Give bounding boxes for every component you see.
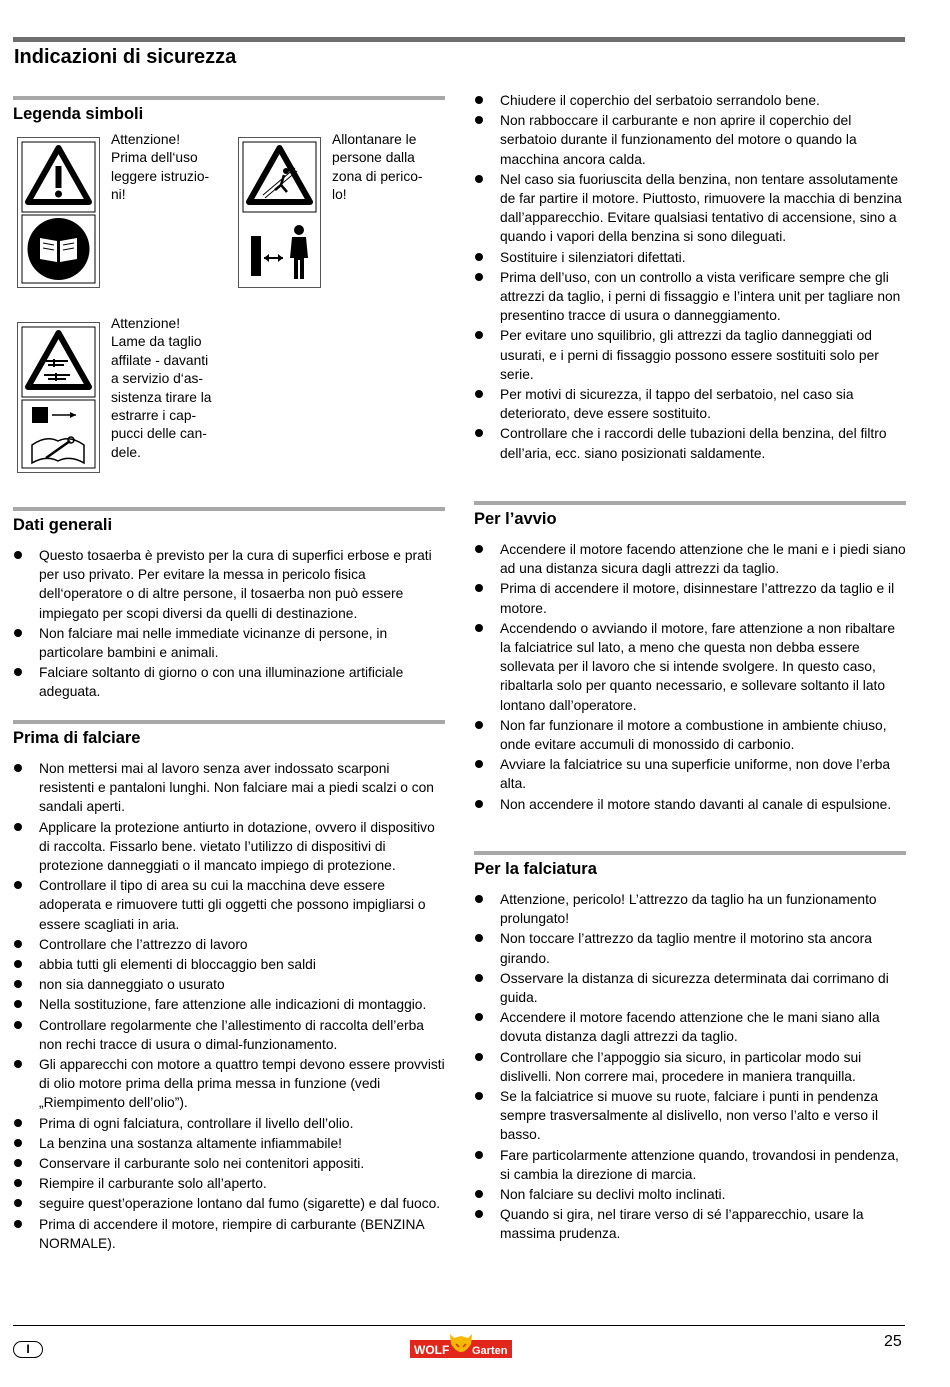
list-item: Se la falciatrice si muove su ruote, falciare i punti in pendenza sempre trasversalmente al dislivello, non verso l’alto e verso il basso.: [474, 1087, 906, 1145]
list-item: Avviare la falciatrice su una superficie uniforme, non dove l’erba alta.: [474, 755, 906, 793]
dati-generali-heading: Dati generali: [13, 516, 113, 534]
dati-generali-section: [13, 507, 445, 703]
sharp-blades-spark-plug-icon: [17, 322, 100, 473]
list-item: Questo tosaerba è previsto per la cura di superfici erbose e prati per uso privato. Per evitare la messa in pericolo fisica dell‘operatore o di altre persone, il tosaerba non può essere impiegato per scopi diversi da quelli di destinazione.: [13, 546, 445, 623]
list-item: Prima di accendere il motore, disinnestare l’attrezzo da taglio e il motore.: [474, 579, 906, 617]
list-item: Non rabboccare il carburante e non aprire il coperchio del serbatoio durante il funzionamento del motore o quando la macchina ancora calda.: [474, 111, 906, 169]
list-item: Fare particolarmente attenzione quando, trovandosi in pendenza, si cambia la direzione di marcia.: [474, 1146, 906, 1184]
per-lavvio-list: [474, 540, 906, 814]
list-item: Non falciare su declivi molto inclinati.: [474, 1185, 906, 1204]
section-rule: [13, 507, 445, 511]
list-item: Non toccare l’attrezzo da taglio mentre il motorino sta ancora girando.: [474, 929, 906, 967]
section-rule: [474, 851, 906, 855]
prima-di-falciare-section: [13, 720, 445, 1254]
list-item: Controllare che l’appoggio sia sicuro, in particolar modo sui dislivelli. Non correre mai, procedere in maniera tranquilla.: [474, 1048, 906, 1086]
page-number: 25: [884, 1333, 902, 1350]
list-item: Accendere il motore facendo attenzione che le mani e i piedi siano ad una distanza sicura dagli attrezzi da taglio.: [474, 540, 906, 578]
legend-section: [13, 96, 445, 135]
list-item: Per motivi di sicurezza, il tappo del serbatoio, nel caso sia deteriorato, deve essere sostituito.: [474, 385, 906, 423]
list-item: Nel caso sia fuoriuscita della benzina, non tentare assolutamente de far partire il motore. Piuttosto, rimuovere la macchia di benzina dall’apparecchio. Evitare qualsiasi tentativo di accensione, sino a quando i vapori della benzina si sono dileguati.: [474, 170, 906, 247]
list-item: seguire quest’operazione lontano dal fumo (sigarette) e dal fuoco.: [13, 1194, 445, 1213]
list-item: Non far funzionare il motore a combustione in ambiente chiuso, onde evitare accumuli di monossido di carbonio.: [474, 716, 906, 754]
list-item: Controllare il tipo di area su cui la macchina deve essere adoperata e rimuovere tutti gli oggetti che possono impigliarsi o essere scagliati in aria.: [13, 876, 445, 934]
symbol-text-sharp-blades: Attenzione! Lame da taglio affilate - davanti a servizio d‘as- sistenza tirare la estrarre i cap- pucci delle can- dele.: [111, 316, 212, 460]
list-item: Quando si gira, nel tirare verso di sé l’apparecchio, usare la massima prudenza.: [474, 1205, 906, 1243]
list-item: Non falciare mai nelle immediate vicinanze di persone, in particolare bambini e animali.: [13, 624, 445, 662]
symbol-text-keep-distance: Allontanare le persone dalla zona di perico- lo!: [332, 132, 423, 203]
per-lavvio-section: [474, 501, 906, 815]
list-item: Controllare che i raccordi delle tubazioni della benzina, del filtro dell’aria, ecc. siano posizionati saldamente.: [474, 424, 906, 462]
list-item: Prima di accendere il motore, riempire di carburante (BENZINA NORMALE).: [13, 1215, 445, 1253]
list-item: Prima dell’uso, con un controllo a vista verificare sempre che gli attrezzi da taglio, i perni di fissaggio e l’intera unit per tagliare non presentino tracce di usura o danneggiamento.: [474, 268, 906, 326]
list-item: La benzina una sostanza altamente infiammabile!: [13, 1134, 445, 1153]
keep-distance-icon: [238, 137, 321, 288]
list-item: abbia tutti gli elementi di bloccaggio ben saldi: [13, 955, 445, 974]
list-item: Accendere il motore facendo attenzione che le mani siano alla dovuta distanza dagli attrezzi da taglio.: [474, 1008, 906, 1046]
list-item: Applicare la protezione antiurto in dotazione, ovvero il dispositivo di raccolta. Fissarlo bene. vietato l’utilizzo di dispositivi di protezione danneggiati o il mancato impiego di protezione.: [13, 818, 445, 876]
list-item: Accendendo o avviando il motore, fare attenzione a non ribaltare la falciatrice sul lato, a meno che questa non debba essere sollevata per il lavoro che si intende svolgere. In questo caso, ribaltarla solo per quanto necessario, e sollevare soltanto il lato lontano dall’operatore.: [474, 619, 906, 715]
list-item: Conservare il carburante solo nei contenitori appositi.: [13, 1154, 445, 1173]
list-item: Controllare che l’attrezzo di lavoro: [13, 935, 445, 954]
dati-generali-list: [13, 546, 445, 702]
list-item: Osservare la distanza di sicurezza determinata dai corrimano di guida.: [474, 969, 906, 1007]
wolf-garten-logo: [410, 1330, 512, 1365]
list-item: Gli apparecchi con motore a quattro tempi devono essere provvisti di olio motore prima della prima messa in funzione (vedi „Riempimento dell’olio”).: [13, 1055, 445, 1113]
list-item: non sia danneggiato o usurato: [13, 975, 445, 994]
per-la-falciatura-list: [474, 890, 906, 1244]
top-rule: [13, 37, 905, 42]
list-item: Attenzione, pericolo! L’attrezzo da taglio ha un funzionamento prolungato!: [474, 890, 906, 928]
section-rule: [13, 720, 445, 724]
per-la-falciatura-section: [474, 851, 906, 1245]
per-lavvio-heading: Per l’avvio: [474, 510, 557, 528]
footer-rule: [13, 1325, 905, 1326]
legend-heading: Legenda simboli: [13, 105, 144, 123]
continuazione-list: [474, 91, 906, 463]
list-item: Sostituire i silenziatori difettati.: [474, 248, 906, 267]
list-item: Falciare soltanto di giorno o con una illuminazione artificiale adeguata.: [13, 663, 445, 701]
continuazione-section: [474, 91, 906, 464]
logo-garten-text: Garten: [472, 1345, 508, 1357]
list-item: Riempire il carburante solo all’aperto.: [13, 1174, 445, 1193]
list-item: Controllare regolarmente che l’allestimento di raccolta dell’erba non rechi tracce di usura o dimal-funzionamento.: [13, 1016, 445, 1054]
section-rule: [474, 501, 906, 505]
list-item: Non accendere il motore stando davanti al canale di espulsione.: [474, 795, 906, 814]
list-item: Per evitare uno squilibrio, gli attrezzi da taglio danneggiati od usurati, e i perni di fissaggio possono essere sostituiti solo per serie.: [474, 326, 906, 384]
list-item: Chiudere il coperchio del serbatoio serrandolo bene.: [474, 91, 906, 110]
logo-wolf-text: WOLF: [414, 1343, 450, 1357]
section-rule: [13, 96, 445, 100]
warning-read-manual-icon: [17, 137, 100, 288]
list-item: Prima di ogni falciatura, controllare il livello dell’olio.: [13, 1114, 445, 1133]
language-badge: I: [13, 1341, 43, 1358]
symbol-text-read-manual: Attenzione! Prima dell‘uso leggere istruzio- ni!: [111, 132, 210, 203]
prima-di-falciare-list: [13, 759, 445, 1253]
per-la-falciatura-heading: Per la falciatura: [474, 860, 597, 878]
list-item: Non mettersi mai al lavoro senza aver indossato scarponi resistenti e pantaloni lunghi. Non falciare mai a piedi scalzi o con sandali aperti.: [13, 759, 445, 817]
list-item: Nella sostituzione, fare attenzione alle indicazioni di montaggio.: [13, 995, 445, 1014]
prima-di-falciare-heading: Prima di falciare: [13, 729, 141, 747]
page-title: Indicazioni di sicurezza: [14, 46, 237, 68]
